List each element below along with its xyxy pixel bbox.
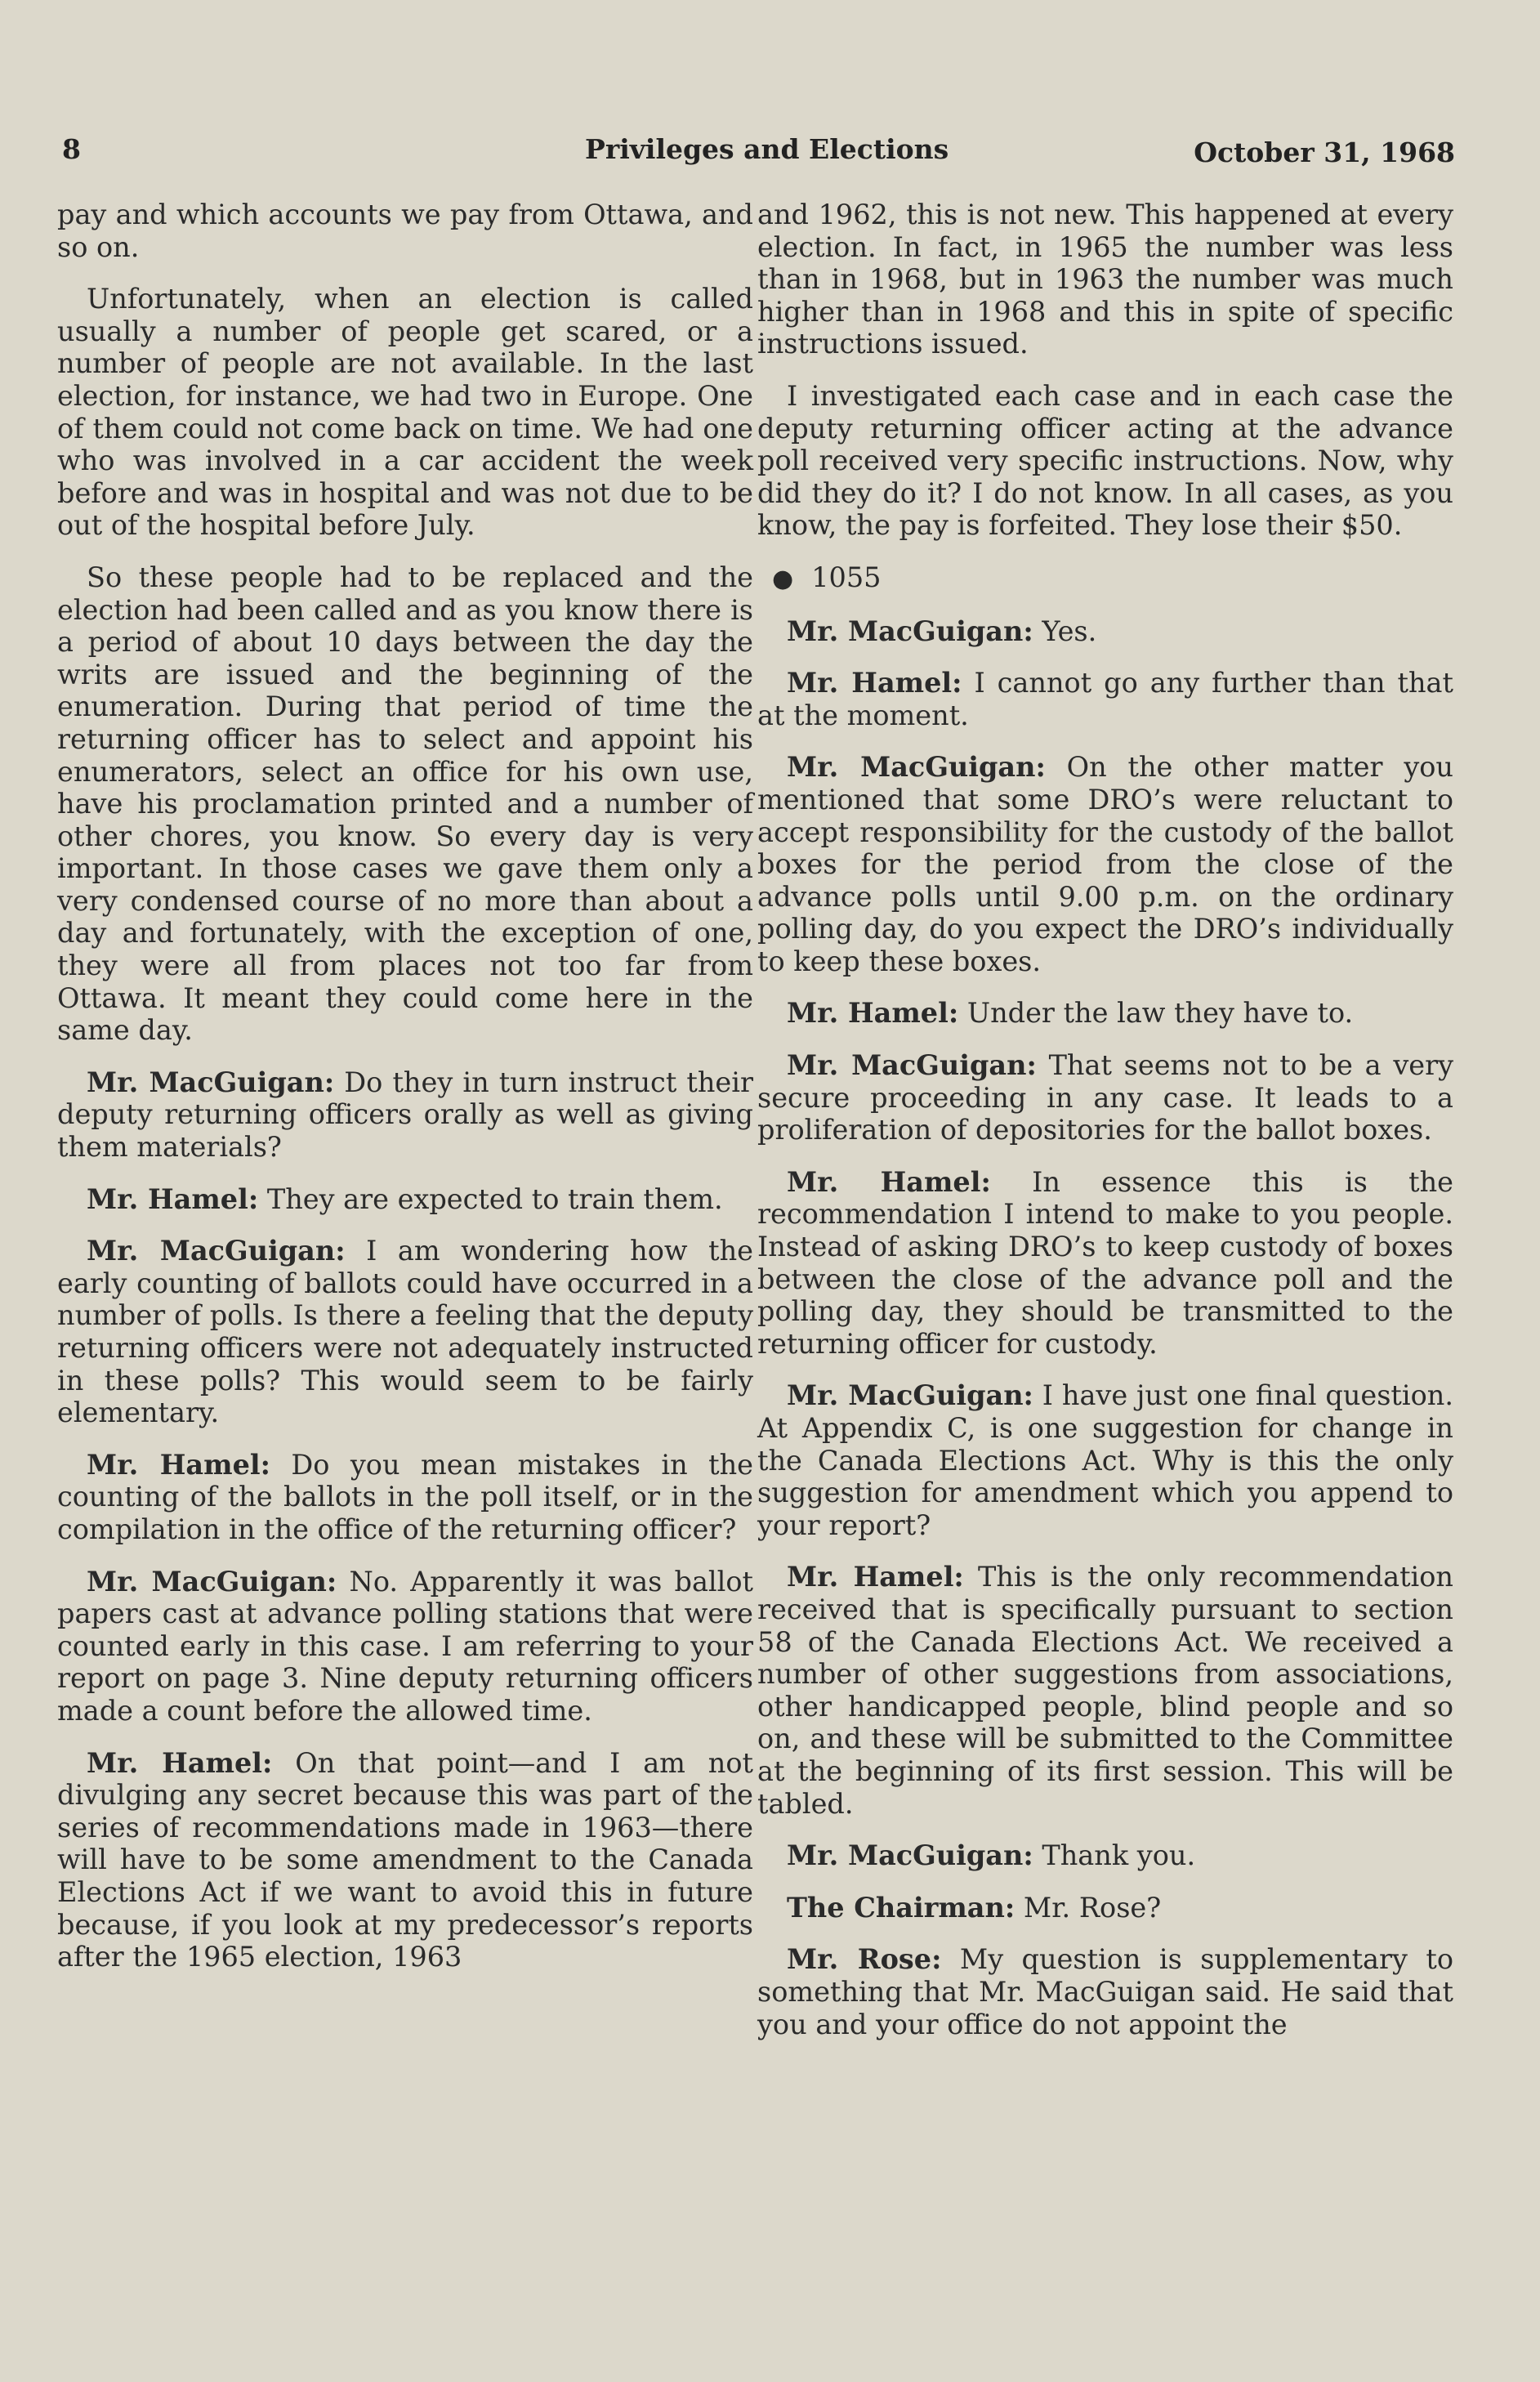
speaker-paragraph: Mr. Hamel: In essence this is the recommendation I intend to make to you people. Instead of asking DRO’s to keep custody of boxes between the close of the advance poll and the polling day, they should be transmitted to the returning officer for custody. bbox=[757, 1165, 1453, 1360]
paragraph: So these people had to be replaced and the election had been called and as you know there is a period of about 10 days between the day the writs are issued and the beginning of the enumeration. During that period of time the returning officer has to select and appoint his enumerators, select an office for his own use, have his proclamation printed and a number of other chores, you know. So every day is very important. In those cases we gave them only a very condensed course of no more than about a day and fortunately, with the exception of one, they were all from places not too far from Ottawa. It meant they could come here in the same day. bbox=[57, 561, 753, 1047]
speaker-name: Mr. MacGuigan: bbox=[87, 1235, 346, 1267]
speaker-name: Mr. Hamel: bbox=[787, 997, 959, 1030]
speaker-paragraph: Mr. Rose: My question is supplementary to something that Mr. MacGuigan said. He said that you and your office do not appoint the bbox=[757, 1943, 1454, 2040]
speaker-paragraph: Mr. MacGuigan: Do they in turn instruct their deputy returning officers orally as well as giving them materials? bbox=[57, 1066, 753, 1164]
speaker-name: Mr. MacGuigan: bbox=[787, 1049, 1037, 1082]
speaker-paragraph: Mr. MacGuigan: I am wondering how the early counting of ballots could have occurred in a number of polls. Is there a feeling that the deputy returning officers were not adequately instructed in these polls? This would seem to be fairly elementary. bbox=[57, 1235, 753, 1429]
paragraph: and 1962, this is not new. This happened at every election. In fact, in 1965 the number was less than in 1968, but in 1963 the number was much higher than in 1968 and this in spite of specific instructions issued. bbox=[757, 199, 1453, 360]
speaker-paragraph: Mr. Hamel: I cannot go any further than that at the moment. bbox=[757, 667, 1453, 731]
speaker-paragraph: Mr. MacGuigan: Thank you. bbox=[787, 1839, 1196, 1872]
speaker-name: Mr. MacGuigan: bbox=[87, 1066, 335, 1098]
running-title: Privileges and Elections bbox=[585, 133, 949, 165]
speaker-name: Mr. Hamel: bbox=[87, 1746, 273, 1779]
speaker-paragraph: Mr. MacGuigan: Yes. bbox=[787, 614, 1097, 647]
speaker-name: Mr. MacGuigan: bbox=[787, 614, 1033, 647]
paragraph: Unfortunately, when an election is called usually a number of people get scared, or a number of people are not available. In the last election, for instance, we had two in Europe. One of them could not come back on time. We had one who was involved in a car accident the week before and was in hospital and was not due to be out of the hospital before July. bbox=[57, 283, 753, 542]
time-marker: ● 1055 bbox=[772, 561, 882, 593]
speaker-name: Mr. MacGuigan: bbox=[787, 1839, 1033, 1872]
speaker-paragraph: Mr. Hamel: On that point—and I am not divulging any secret because this was part of the series of recommendations made in 1963—there will have to be some amendment to the Canada Elections Act if we want to avoid this in future because, if you look at my predecessor’s reports after the 1965 election, 1963 bbox=[57, 1746, 753, 1973]
speaker-paragraph: Mr. Hamel: Under the law they have to. bbox=[787, 997, 1354, 1030]
speaker-paragraph: Mr. MacGuigan: No. Apparently it was ballot papers cast at advance polling stations that were counted early in this case. I am referring to your report on page 3. Nine deputy returning officers made a count before the allowed time. bbox=[57, 1565, 753, 1727]
running-header bbox=[62, 133, 1455, 172]
speaker-name: Mr. Hamel: bbox=[787, 1165, 991, 1198]
speaker-name: Mr. Rose: bbox=[787, 1943, 942, 1976]
speaker-paragraph: Mr. MacGuigan: I have just one final question. At Appendix C, is one suggestion for change in the Canada Elections Act. Why is this the only suggestion for amendment which you append to your report? bbox=[757, 1379, 1453, 1541]
bullet-icon: ● bbox=[772, 564, 794, 593]
left-column bbox=[57, 199, 753, 1993]
speaker-paragraph: Mr. Hamel: They are expected to train them. bbox=[87, 1182, 723, 1215]
speaker-paragraph: Mr. Hamel: Do you mean mistakes in the counting of the ballots in the poll itself, or in the compilation in the office of the returning officer? bbox=[57, 1448, 753, 1545]
speaker-name: Mr. Hamel: bbox=[87, 1448, 270, 1481]
speaker-paragraph: Mr. MacGuigan: On the other matter you mentioned that some DRO’s were reluctant to accept responsibility for the custody of the ballot boxes for the period from the close of the advance polls until 9.00 p.m. on the ordinary polling day, do you expect the DRO’s individually to keep these boxes. bbox=[757, 751, 1453, 977]
paragraph: pay and which accounts we pay from Ottawa, and so on. bbox=[57, 199, 753, 263]
page-number: 8 bbox=[62, 133, 81, 165]
speaker-name: Mr. Hamel: bbox=[787, 667, 962, 699]
speaker-name: Mr. MacGuigan: bbox=[787, 1379, 1033, 1412]
speaker-paragraph: The Chairman: Mr. Rose? bbox=[787, 1891, 1162, 1924]
speaker-paragraph: Mr. Hamel: This is the only recommendation received that is specifically pursuant to section 58 of the Canada Elections Act. We received a number of other suggestions from associations, other handicapped people, blind people and so on, and these will be submitted to the Committee at the beginning of its first session. This will be tabled. bbox=[757, 1561, 1454, 1820]
speaker-name: Mr. Hamel: bbox=[87, 1182, 259, 1215]
paragraph: I investigated each case and in each case the deputy returning officer acting at the advance poll received very specific instructions. Now, why did they do it? I do not know. In all cases, as you know, the pay is forfeited. They lose their $50. bbox=[757, 379, 1453, 542]
speaker-paragraph: Mr. MacGuigan: That seems not to be a very secure proceeding in any case. It leads to a proliferation of depositories for the ballot boxes. bbox=[757, 1049, 1454, 1146]
speaker-name: The Chairman: bbox=[787, 1891, 1016, 1924]
right-column bbox=[757, 199, 1453, 2060]
speaker-name: Mr. Hamel: bbox=[787, 1561, 964, 1593]
speaker-name: Mr. MacGuigan: bbox=[87, 1565, 337, 1598]
speaker-name: Mr. MacGuigan: bbox=[787, 751, 1046, 784]
session-date: October 31, 1968 bbox=[1194, 136, 1455, 168]
